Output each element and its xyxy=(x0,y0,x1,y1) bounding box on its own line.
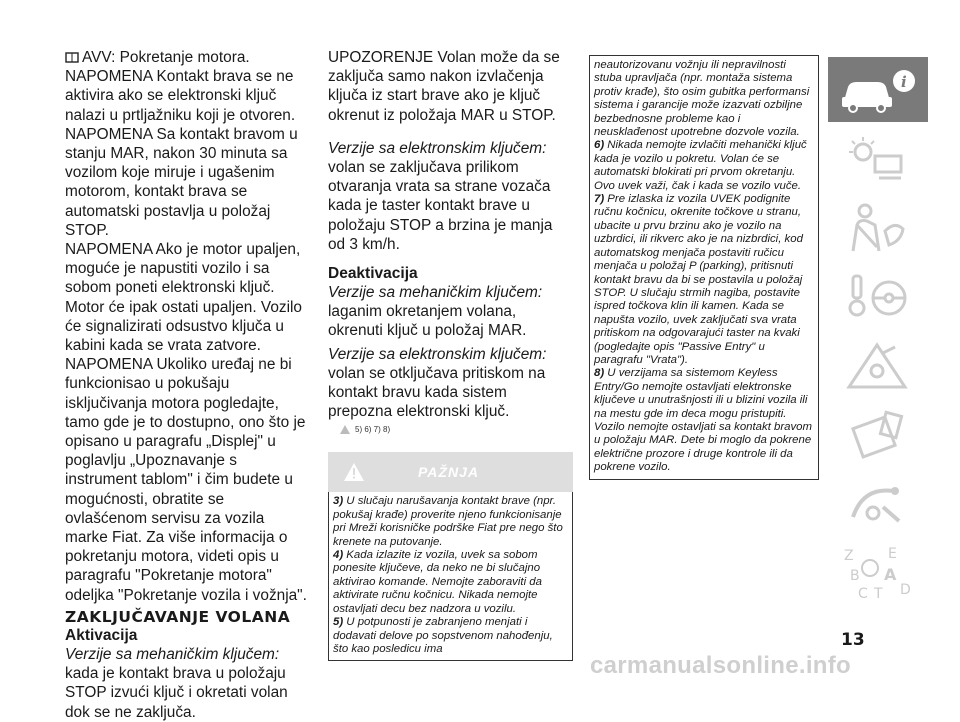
warning-6-text: Nikada nemojte izvlačiti mehanički ključ kada je vozilo u pokretu. Volan će se automatski blokirati pri prvom okretanju. Ovo uvek važi, čak i kada se vozilo vuče. xyxy=(594,139,807,192)
warning-3-num: 3) xyxy=(333,495,344,508)
book-icon xyxy=(65,52,79,63)
warning-header xyxy=(328,452,573,492)
tab-maintenance[interactable] xyxy=(828,471,928,536)
warning-6 xyxy=(594,139,814,193)
warning-6-num: 6) xyxy=(594,139,605,152)
index-letter-b: B xyxy=(850,567,860,584)
index-icon xyxy=(838,544,918,602)
index-letter-a: A xyxy=(884,564,897,584)
tab-dashboard-lights[interactable] xyxy=(828,126,928,191)
safety-icon xyxy=(843,201,913,255)
warning-3-text: U slučaju narušavanja kontakt brave (npr. pokušaj krađe) proverite njeno funkcionisanje pri Mreži korisničke podrške Fiat pre nego što krenete na putovanje. xyxy=(333,495,563,548)
deact-elec-label: Verzije sa elektronskim ključem: xyxy=(328,345,547,363)
warning-body xyxy=(328,492,573,661)
electronic-lock-paragraph xyxy=(328,139,573,254)
warning-lights-icon xyxy=(843,339,913,393)
warning-8-num: 8) xyxy=(594,367,605,380)
deactivation-heading: Deaktivacija xyxy=(328,265,418,283)
section-heading: ZAKLJUČAVANJE VOLANA xyxy=(65,607,291,626)
index-letter-e: E xyxy=(888,545,897,562)
deact-elec-body: volan se otključava pritiskom na kontakt bravu kada sistem prepozna elektronski ključ. xyxy=(328,364,546,421)
maintenance-icon xyxy=(843,477,913,531)
activation-label: Verzije sa mehaničkim ključem: xyxy=(65,645,280,663)
warning-continuation-box xyxy=(589,55,819,480)
electronic-label: Verzije sa elektronskim ključem: xyxy=(328,139,547,157)
index-letter-c: C xyxy=(858,585,868,602)
activation-paragraph xyxy=(65,645,310,722)
column-1 xyxy=(65,48,310,722)
warning-8 xyxy=(594,367,814,474)
activation-body: kada je kontakt brava u položaju STOP izvući ključ i okretati volan dok se ne zaključa. xyxy=(65,665,288,721)
starting-driving-icon xyxy=(843,270,913,324)
svg-text:i: i xyxy=(901,72,907,91)
avv-row xyxy=(65,48,310,67)
emergency-icon xyxy=(843,408,913,462)
warning-7-text: Pre izlaska iz vozila UVEK podignite ručnu kočnicu, okrenite točkove u stranu, ubacite u prvu brzinu ako je vozilo na uzbrdici, ili rikverc ako je na nizbrdici, kod automatskog menjača postaviti ručicu menjača u položaj P (parking), pritisnuti kontakt bravu da bi se postavila u položaj STOP. U slučaju strmih nagiba, postavite ispred točkova klin ili kamen. Kada se napušta vozilo, uvek zaključati sva vrata pritiskom na odgovarajući taster na kvaki (pogledajte opis "Passive Entry" u paragrafu "Vrata"). xyxy=(594,193,803,366)
warning-8-text: U verzijama sa sistemom Keyless Entry/Go nemojte ostavljati elektronske ključeve u unutrašnjosti ili u blizini vozila ili na mestu gde im deca mogu pristupiti. Vozilo nemojte ostavljati sa kontakt bravom u položaju MAR. Dete bi moglo da pokrene električne prozore i druge kontrole ili da pokrene vozilo. xyxy=(594,367,813,474)
index-letter-z: Z xyxy=(844,547,854,564)
electronic-body: volan se zaključava prilikom otvaranja vrata sa strane vozača kada je taster kontakt brave u položaju STOP a brzina je manja od 3 km/h. xyxy=(328,159,553,253)
column-2 xyxy=(328,48,573,661)
tab-car-info[interactable] xyxy=(828,57,928,122)
tab-emergency[interactable] xyxy=(828,402,928,467)
refs-row xyxy=(328,421,573,434)
warning-4-num: 4) xyxy=(333,549,344,562)
avv-text: AVV: Pokretanje motora. xyxy=(82,49,250,66)
note-3: NAPOMENA Ako je motor upaljen, moguće je napustiti vozilo i sa sobom poneti elektronski ključ. Motor će ipak ostati upaljen. Vozilo će signalizirati odsustvo ključa u kabini kada se vrata zatvore. xyxy=(65,241,302,355)
warning-4-text: Kada izlazite iz vozila, uvek sa sobom ponesite ključeve, da neko ne bi slučajno aktivirao komande. Nemojte zaboraviti da aktivirate ručnu kočnicu. Nikada nemojte ostavljati decu bez nadzora u vozilu. xyxy=(333,549,542,615)
column-3 xyxy=(589,55,819,480)
warning-5-text: U potpunosti je zabranjeno menjati i dodavati delove po sopstvenom nahođenju, što kao posledicu ima xyxy=(333,616,553,655)
dashboard-lights-icon xyxy=(843,134,913,184)
deactivation-elec-paragraph xyxy=(328,345,573,422)
warning-triangle-icon xyxy=(344,463,364,481)
warning-title: PAŽNJA xyxy=(418,464,479,481)
deact-mech-label: Verzije sa mehaničkim ključem: xyxy=(328,284,543,302)
page-number: 13 xyxy=(841,630,865,650)
warning-small-icon xyxy=(340,425,350,434)
warning-7-num: 7) xyxy=(594,193,605,206)
tab-warning-lights[interactable] xyxy=(828,333,928,398)
note-4: NAPOMENA Ukoliko uređaj ne bi funkcionisao u pokušaju isključivanja motora pogledajte, tamo gde je to dostupno, ono što je opisano u paragrafu „Displej" u poglavlju „Upoznavanje s instrument tablom" i čim budete u mogućnosti, obratite se ovlašćenom servisu za vozila marke Fiat. Za više informacija o pokretanju motora, videti opis u paragrafu "Pokretanje motora" odeljka "Pokretanje vozila i vožnja". xyxy=(65,356,307,604)
tab-starting-driving[interactable] xyxy=(828,264,928,329)
note-2: NAPOMENA Sa kontakt bravom u stanju MAR, nakon 30 minuta sa vozilom koje miruje i ugašenim motorom, kontakt brava se automatski postavlja u položaj STOP. xyxy=(65,125,298,239)
tab-technical-data[interactable] xyxy=(828,540,928,605)
activation-heading: Aktivacija xyxy=(65,626,138,644)
warning-7 xyxy=(594,193,814,367)
warning-continuation: neautorizovanu vožnju ili nepravilnosti stuba upravljača (npr. montaža sistema protiv krađe), što osim gubitka performansi sistema i garancije može izazvati ozbiljne bezbednosne probleme kao i neusklađenost upotrebne dozvole vozila. xyxy=(594,59,810,139)
watermark: carmanualsonline.info xyxy=(590,652,852,679)
note-1: NAPOMENA Kontakt brava se ne aktivira ako se elektronski ključ nalazi u prtljažniku koji je otvoren. xyxy=(65,68,296,124)
index-letter-t: T xyxy=(874,585,883,602)
tab-safety[interactable] xyxy=(828,195,928,260)
index-letter-d: D xyxy=(900,581,911,598)
deact-mech-body: laganim okretanjem volana, okrenuti ključ u položaj MAR. xyxy=(328,303,527,340)
deactivation-mech-paragraph xyxy=(328,283,573,341)
warning-paragraph: UPOZORENJE Volan može da se zaključa samo nakon izvlačenja ključa iz start brave ako je ključ okrenut iz položaja MAR u STOP. xyxy=(328,49,560,124)
warning-5 xyxy=(333,616,568,656)
references: 5) 6) 7) 8) xyxy=(355,425,391,435)
chapter-sidebar xyxy=(828,57,928,609)
car-info-icon xyxy=(838,67,918,113)
warning-3 xyxy=(333,495,568,549)
warning-4 xyxy=(333,549,568,616)
warning-5-num: 5) xyxy=(333,616,344,629)
